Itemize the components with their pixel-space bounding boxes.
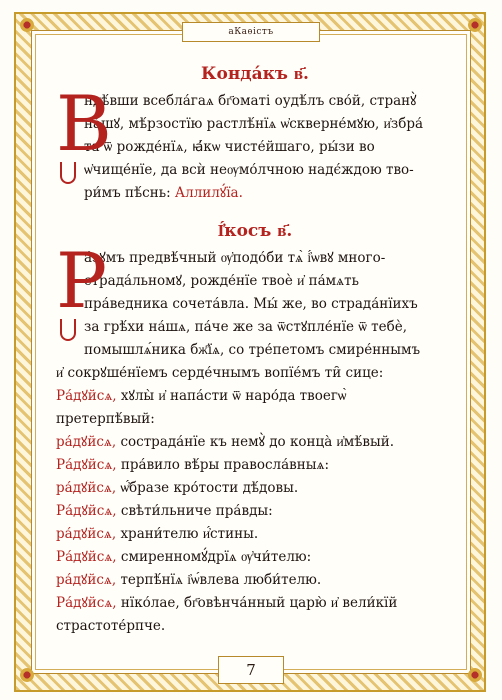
text-line: помышлѧ́ника бж҃їѧ, со тре́петомъ смире́ннымъ — [84, 342, 421, 358]
chairetismos-line — [56, 477, 454, 500]
text-line: за грѣ́хи на́шѧ, па́че же за ѿстꙋпле́нїе ѿ тебѐ, — [84, 319, 408, 335]
chairetismos-line — [56, 431, 454, 454]
ikos-dropcap — [56, 236, 108, 341]
text-line-prefix: ри́мъ пѣ́снь: — [84, 185, 171, 201]
chairetismos-line — [56, 500, 454, 523]
ikos-text — [56, 236, 454, 638]
corner-ornament-icon — [20, 18, 34, 32]
chairetismos-text: ѡ҆́бразе кро́тости дѣ́довы. — [116, 480, 299, 496]
chairetismos-line — [56, 454, 454, 477]
rejoice-rubric: Ра́дꙋйсѧ, — [56, 503, 117, 519]
chairetismos-text: пра́вило вѣ́ры правосла́вныѧ: — [116, 457, 330, 473]
kontakion-heading: Конда́къ в҃. — [201, 64, 309, 84]
text-line — [56, 182, 454, 205]
alleluia-rubric: Аллилꙋ́їа. — [174, 185, 243, 201]
text-line: и҆ сокрꙋше́нїемъ серде́чнымъ вопїе́мъ ти̑ сице: — [56, 365, 384, 381]
ikos-heading: І҆́косъ в҃. — [217, 221, 293, 241]
kontakion-text — [56, 79, 454, 205]
page-number-box — [218, 656, 284, 684]
dropcap-flourish-icon — [60, 319, 76, 341]
chairetismos-text: смиренномꙋ́дрїѧ ѹ҆чи́телю: — [116, 549, 312, 565]
running-header-title: аКаѳістъ — [228, 27, 274, 37]
chairetismos-text: храни́телю и҆́стины. — [116, 526, 259, 542]
text-line: пра́ведника сочета́вла. Мы́ же, во страда́нїихъ — [84, 296, 418, 312]
rejoice-rubric: ра́дꙋйсѧ, — [56, 434, 117, 450]
chairetismos-text: терпѣ́нїѧ і҆ѡ́влева люби́телю. — [116, 572, 322, 588]
rejoice-rubric: Ра́дꙋйсѧ, — [56, 595, 117, 611]
kontakion-dropcap — [56, 79, 112, 184]
rejoice-rubric: ра́дꙋйсѧ, — [56, 572, 117, 588]
rejoice-rubric: Ра́дꙋйсѧ, — [56, 549, 117, 565]
chairetismos-text: сострада́нїе къ немꙋ̀ до конца̀ и҆мѣ́вый. — [116, 434, 395, 450]
chairetismos-text: хꙋлы̀ и҆ напа́сти ѿ наро́да твоегѡ̀ — [116, 388, 347, 404]
chairetismos-text: нїко́лае, бг҃овѣнча́нный царю̀ и҆ вели́кїй — [116, 595, 398, 611]
dropcap-flourish-icon — [60, 162, 76, 184]
text-line: ѡ҆чище́нїе, да всѝ неѹмо́лчною надє́ждою тво- — [84, 162, 414, 178]
corner-ornament-icon — [468, 18, 482, 32]
text-line: ндѣ́вши всебла́гаѧ бг҃оматі оудѣ́лъ сво́й, странꙋ̀ — [84, 93, 417, 109]
main-text — [56, 60, 454, 638]
running-header — [182, 22, 320, 42]
chairetismos-line — [56, 546, 454, 569]
dropcap-letter: Р — [56, 236, 108, 325]
dropcap-letter: В — [56, 79, 112, 168]
rejoice-rubric: ра́дꙋйсѧ, — [56, 480, 117, 496]
chairetismos-line — [56, 592, 454, 615]
chairetismos-line — [56, 523, 454, 546]
chairetismos-line — [56, 385, 454, 408]
text-line: страда́льномꙋ, рожде́нїе твоѐ и҆ па́мѧть — [84, 273, 359, 289]
chairetismos-line — [56, 569, 454, 592]
chairetismos-continuation: претерпѣ́вый: — [56, 411, 155, 427]
corner-ornament-icon — [468, 668, 482, 682]
text-line: та ѿ рожде́нїѧ, ꙗ҆́кѡ чисте́йшаго, ры́зи во — [84, 139, 375, 155]
text-line: а́зꙋмъ предвѣ́чный ѹ҆подо́би тѧ̀ і҆́ѡвꙋ много- — [84, 250, 386, 266]
corner-ornament-icon — [20, 668, 34, 682]
rejoice-rubric: Ра́дꙋйсѧ, — [56, 457, 117, 473]
text-line: на́шꙋ, мѣ́рзостїю растлѣ́нїѧ ѡ҆скверне́мꙋю, и҆збра́ — [84, 116, 424, 132]
rejoice-rubric: Ра́дꙋйсѧ, — [56, 388, 117, 404]
rejoice-rubric: ра́дꙋйсѧ, — [56, 526, 117, 542]
chairetismos-continuation: страстоте́рпче. — [56, 618, 166, 634]
chairetismos-text: свѣти́льниче пра́вды: — [116, 503, 273, 519]
page-number: 7 — [246, 661, 256, 679]
